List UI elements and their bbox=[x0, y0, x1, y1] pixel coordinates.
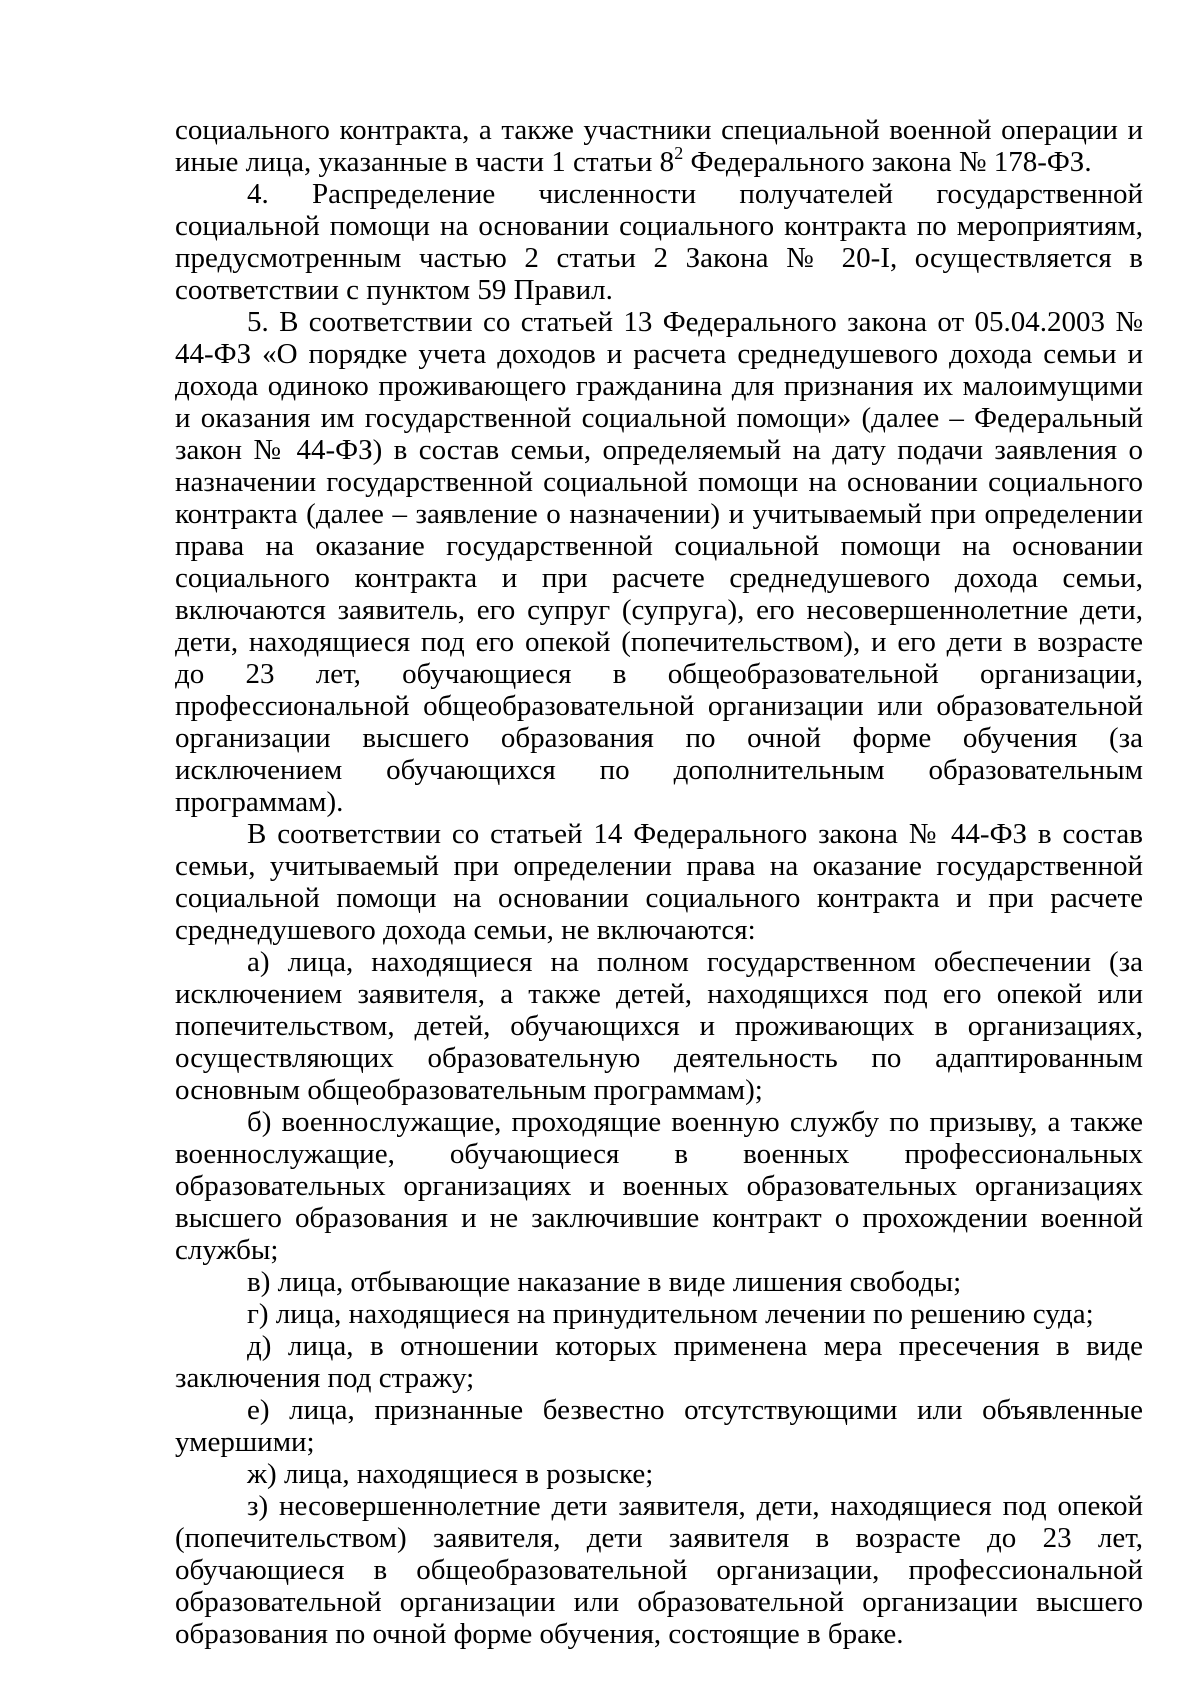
list-item-z: з) несовершеннолетние дети заявителя, дети, находящиеся под опекой (попечительством) заявителя, дети заявителя в возрасте до 23 лет, обучающиеся в общеобразовательной организации, профессиональной образовательной организации или образовательной организации высшего образования по очной форме обучения, состоящие в браке. bbox=[175, 1490, 1143, 1650]
list-item-a: а) лица, находящиеся на полном государственном обеспечении (за исключением заявителя, а также детей, находящихся под его опекой или попечительством, детей, обучающихся и проживающих в организациях, осуществляющих образовательную деятельность по адаптированным основным общеобразовательным программам); bbox=[175, 946, 1143, 1106]
list-item-g: г) лица, находящиеся на принудительном лечении по решению суда; bbox=[247, 1298, 1094, 1330]
list-item-d: д) лица, в отношении которых применена мера пресечения в виде заключения под стражу; bbox=[175, 1330, 1143, 1394]
list-item-e: е) лица, признанные безвестно отсутствующими или объявленные умершими; bbox=[175, 1394, 1143, 1458]
list-item-zh: ж) лица, находящиеся в розыске; bbox=[247, 1458, 654, 1490]
paragraph-article-14: В соответствии со статьей 14 Федерального закона № 44-ФЗ в состав семьи, учитываемый при определении права на оказание государственной социальной помощи на основании социального контракта и при расчете среднедушевого дохода семьи, не включаются: bbox=[175, 818, 1143, 946]
list-item-b: б) военнослужащие, проходящие военную службу по призыву, а также военнослужащие, обучающиеся в военных профессиональных образовательных организациях и военных образовательных организациях высшего образования и не заключившие контракт о прохождении военной службы; bbox=[175, 1106, 1143, 1266]
paragraph-continuation bbox=[175, 114, 1143, 178]
paragraph-item-4: 4. Распределение численности получателей государственной социальной помощи на основании социального контракта по мероприятиям, предусмотренным частью 2 статьи 2 Закона № 20-I, осуществляется в соответствии с пунктом 59 Правил. bbox=[175, 178, 1143, 306]
superscript: 2 bbox=[674, 143, 684, 163]
list-item-v: в) лица, отбывающие наказание в виде лишения свободы; bbox=[247, 1266, 962, 1298]
paragraph-item-5: 5. В соответствии со статьей 13 Федерального закона от 05.04.2003 № 44-ФЗ «О порядке учета доходов и расчета среднедушевого дохода семьи и дохода одиноко проживающего гражданина для признания их малоимущими и оказания им государственной социальной помощи» (далее – Федеральный закон № 44-ФЗ) в состав семьи, определяемый на дату подачи заявления о назначении государственной социальной помощи на основании социального контракта (далее – заявление о назначении) и учитываемый при определении права на оказание государственной социальной помощи на основании социального контракта и при расчете среднедушевого дохода семьи, включаются заявитель, его супруг (супруга), его несовершеннолетние дети, дети, находящиеся под его опекой (попечительством), и его дети в возрасте до 23 лет, обучающиеся в общеобразовательной организации, профессиональной общеобразовательной организации или образовательной организации высшего образования по очной форме обучения (за исключением обучающихся по дополнительным образовательным программам). bbox=[175, 306, 1143, 818]
paragraph-text: социального контракта, а также участники специальной военной операции и иные лица, указанные в части 1 статьи 8 bbox=[175, 114, 1143, 178]
document-page bbox=[175, 114, 1143, 1650]
paragraph-text: Федерального закона № 178-ФЗ. bbox=[683, 146, 1092, 178]
